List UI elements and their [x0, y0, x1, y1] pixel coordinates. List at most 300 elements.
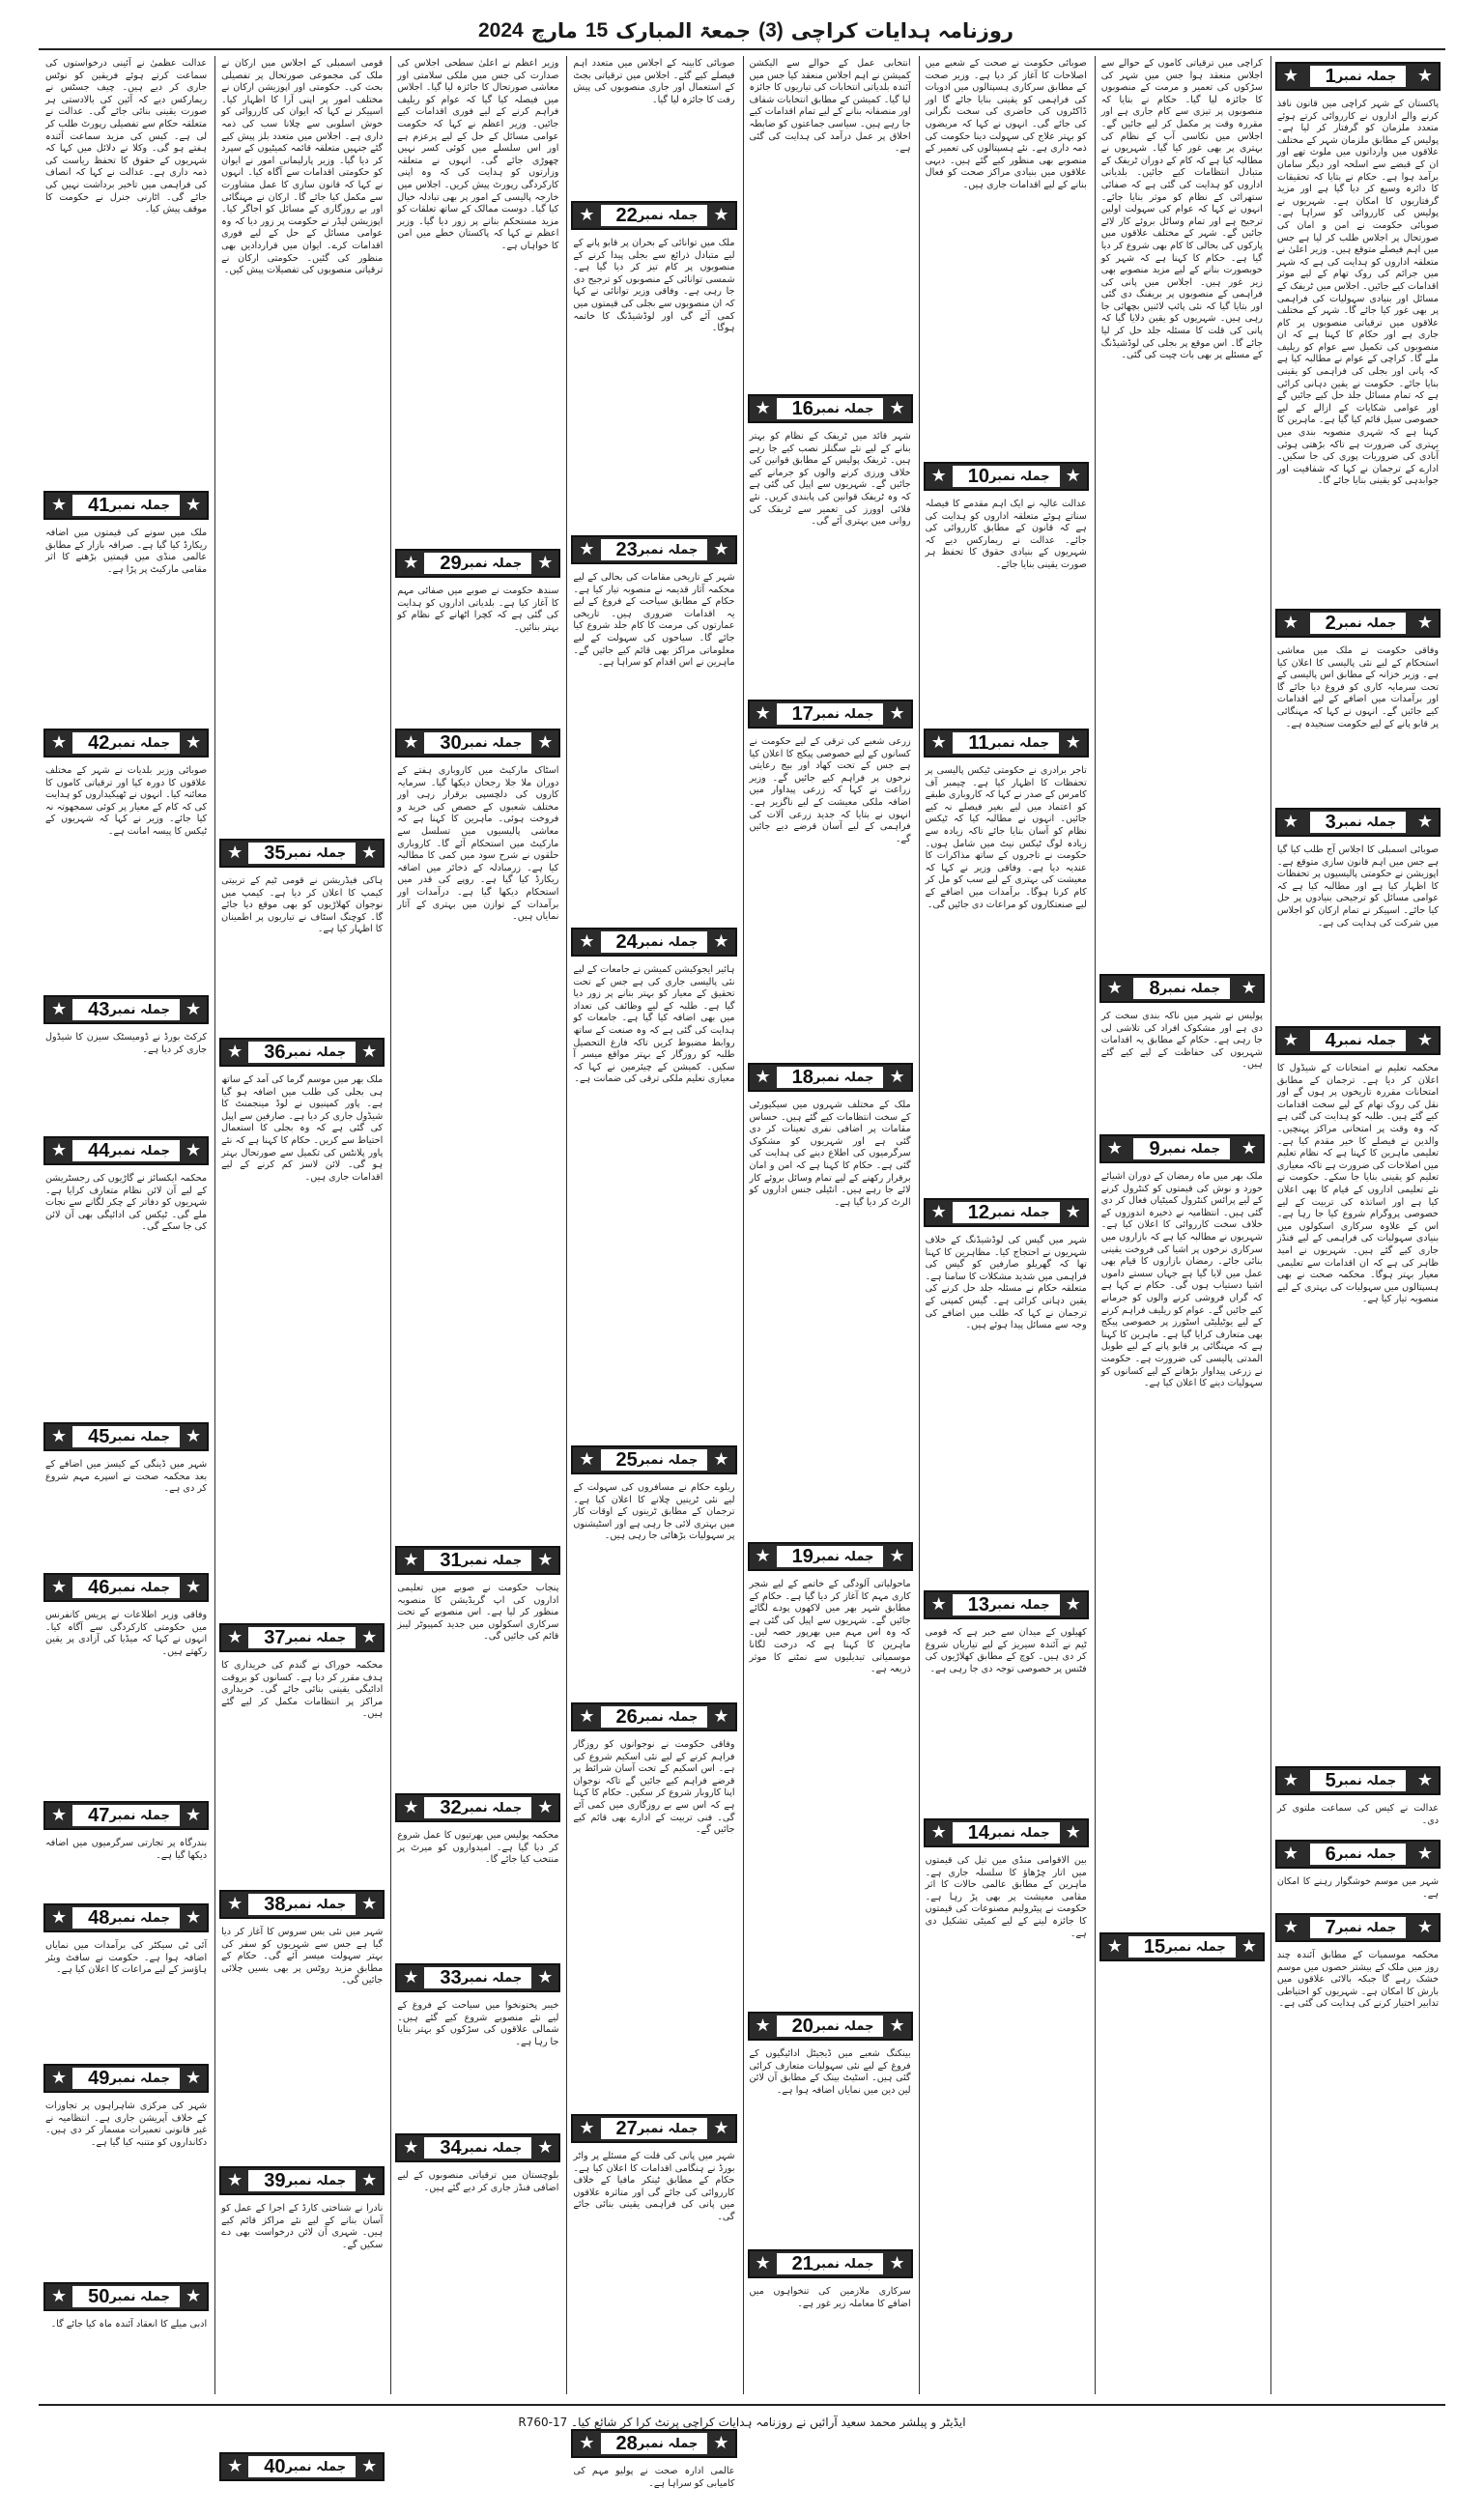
star-icon: ★ [1065, 732, 1081, 753]
star-icon: ★ [51, 1907, 68, 1928]
badge-number: 48 [88, 1906, 110, 1929]
star-icon: ★ [1065, 1202, 1081, 1222]
star-icon: ★ [1106, 1138, 1123, 1158]
badge-label [72, 2286, 180, 2307]
badge-label [424, 732, 531, 754]
badge-word: جملہ نمبر [461, 2140, 523, 2156]
item-number-badge [748, 394, 913, 423]
badge-label [601, 539, 708, 560]
article-text: بندرگاہ پر تجارتی سرگرمیوں میں اضافہ دیکھا گیا ہے۔ [45, 1838, 208, 1861]
item-number-badge [1275, 808, 1441, 837]
item-number-badge [219, 1038, 385, 1067]
article-text: نادرا نے شناختی کارڈ کے اجرا کے عمل کو آسان بنانے کے لیے نئے مراکز قائم کیے ہیں۔ شہری آن لائن درخواست بھی دے سکیں گے۔ [221, 2203, 384, 2250]
item-number-badge [219, 1890, 385, 1919]
badge-label [248, 2456, 356, 2477]
star-icon: ★ [930, 1822, 947, 1843]
star-icon: ★ [227, 1894, 243, 1914]
badge-number: 24 [615, 930, 638, 953]
item-number-badge [395, 2133, 560, 2162]
star-icon: ★ [185, 1577, 202, 1597]
badge-word: جملہ نمبر [1335, 69, 1397, 84]
star-icon: ★ [361, 2456, 378, 2476]
badge-word: جملہ نمبر [988, 735, 1050, 751]
badge-label [777, 2016, 884, 2037]
badge-word: جملہ نمبر [1335, 815, 1397, 830]
item-number-badge [395, 549, 560, 578]
item-number-badge [748, 1063, 913, 1092]
badge-word: جملہ نمبر [285, 2173, 347, 2188]
star-icon: ★ [930, 1594, 947, 1615]
badge-number: 30 [440, 731, 462, 754]
star-icon: ★ [1282, 812, 1299, 832]
article-text: محکمہ پولیس میں بھرتیوں کا عمل شروع کر دیا گیا ہے۔ امیدواروں کو میرٹ پر منتخب کیا جائے گا۔ [397, 1830, 559, 1866]
article-text: خیبر پختونخوا میں سیاحت کے فروغ کے لیے نئے منصوبے شروع کیے گئے ہیں۔ شمالی علاقوں کی سڑکوں کو بہتر بنایا جا رہا ہے۔ [397, 2000, 559, 2047]
badge-number: 6 [1325, 1843, 1336, 1865]
badge-label [424, 553, 531, 574]
article-text: صوبائی وزیر بلدیات نے شہر کے مختلف علاقوں کا دورہ کیا اور ترقیاتی کاموں کا معائنہ کیا۔ انہوں نے ٹھیکیداروں کو ہدایت کی کہ کام کے معیار پر کوئی سمجھوتہ نہ کیا جائے۔ وزیر نے کہا کہ شہریوں کے ٹیکس کا پیسہ امانت ہے۔ [45, 765, 208, 837]
badge-number: 43 [88, 998, 110, 1020]
badge-word: جملہ نمبر [637, 1709, 699, 1725]
badge-label [953, 1822, 1060, 1844]
article-text: وفاقی وزیر اطلاعات نے پریس کانفرنس میں حکومتی کارکردگی سے آگاہ کیا۔ انہوں نے کہا کہ میڈیا کی آزادی پر یقین رکھتے ہیں۔ [45, 1610, 208, 1657]
star-icon: ★ [889, 1067, 905, 1087]
badge-word: جملہ نمبر [461, 1800, 523, 1816]
column-2 [1095, 56, 1269, 2394]
article-text: ملک میں سونے کی قیمتوں میں اضافہ ریکارڈ کیا گیا ہے۔ صرافہ بازار کے مطابق عالمی منڈی میں قیمتیں بڑھنے کا اثر مقامی مارکیٹ پر پڑا ہے۔ [45, 528, 208, 575]
badge-number: 27 [615, 2117, 638, 2139]
badge-word: جملہ نمبر [285, 845, 347, 861]
star-icon: ★ [1282, 1770, 1299, 1790]
badge-word: جملہ نمبر [1335, 1846, 1397, 1862]
article-text: بینکنگ شعبے میں ڈیجیٹل ادائیگیوں کے فروغ کے لیے نئی سہولیات متعارف کرائی گئی ہیں۔ اسٹیٹ بینک کے مطابق آن لائن لین دین میں نمایاں اضافہ ہوا ہے۔ [749, 2048, 911, 2096]
badge-word: جملہ نمبر [637, 2121, 699, 2136]
badge-label [72, 495, 180, 516]
star-icon: ★ [930, 466, 947, 486]
article-text: محکمہ موسمیات کے مطابق آئندہ چند روز میں ملک کے بیشتر حصوں میں موسم خشک رہے گا جبکہ بالائی علاقوں میں بارش کا امکان ہے۔ شہریوں کو احتیاطی تدابیر اختیار کرنے کی ہدایت کی گئی ہے۔ [1276, 1950, 1439, 2010]
star-icon: ★ [403, 1797, 419, 1817]
date-year: 2024 [477, 19, 524, 42]
item-number-badge [924, 462, 1089, 491]
badge-label [953, 1202, 1060, 1223]
article-text: ملک بھر میں ماہ رمضان کے دوران اشیائے خورد و نوش کی قیمتوں کو کنٹرول کرنے کے لیے پرائس کنٹرول کمیٹیاں فعال کر دی گئی ہیں۔ انتظامیہ نے ذخیرہ اندوزوں کے خلاف سخت کارروائی کا اعلان کیا ہے۔ شہریوں نے مطالبہ کیا ہے کہ بازاروں میں سرکاری نرخوں پر اشیا کی فروخت یقینی بنائی جائے۔ رمضان بازاروں کا قیام بھی عمل میں لایا گیا ہے جہاں سستے داموں اشیا دستیاب ہوں گی۔ حکام نے کہا ہے کہ گراں فروشی کرنے والوں کو جرمانے کیے جائیں گے۔ عوام کو ریلیف فراہم کرنے کے لیے یوٹیلیٹی اسٹورز پر خصوصی پیکج بھی متعارف کرایا گیا ہے۔ ماہرین کا کہنا ہے کہ مہنگائی پر قابو پانے کے لیے طویل المدتی پالیسی کی ضرورت ہے۔ حکومت نے زرعی پیداوار بڑھانے کے لیے کسانوں کو سہولیات دینے کا اعلان کیا ہے۔ [1100, 1171, 1263, 1389]
article-text: کراچی میں ترقیاتی کاموں کے حوالے سے اجلاس منعقد ہوا جس میں شہر کی سڑکوں کی تعمیر و مرمت کے منصوبوں کا جائزہ لیا گیا۔ حکام نے بتایا کہ منصوبوں پر تیزی سے کام جاری ہے اور مقررہ وقت پر مکمل کر لیے جائیں گے۔ اجلاس میں نکاسی آب کے نظام کی بہتری پر بھی غور کیا گیا۔ شہریوں نے مطالبہ کیا ہے کہ کام کے دوران ٹریفک کے متبادل انتظامات کیے جائیں۔ بلدیاتی اداروں کو ہدایت کی گئی ہے کہ صفائی ستھرائی کے نظام کو موثر بنایا جائے۔ انہوں نے کہا کہ عوام کی سہولت اولین ترجیح ہے اور تمام وسائل بروئے کار لائے جائیں گے۔ شہر کے مختلف علاقوں میں پارکوں کی بحالی کا کام بھی شروع کر دیا گیا ہے۔ حکام کا کہنا ہے کہ شہر کو خوبصورت بنانے کے لیے مزید منصوبے بھی زیر غور ہیں۔ اجلاس میں پانی کی فراہمی کے منصوبوں پر بریفنگ دی گئی اور بتایا گیا کہ نئی پائپ لائنیں بچھائی جا رہی ہیں۔ شہریوں کو یقین دلایا گیا کہ پانی کی قلت کا مسئلہ جلد حل کر لیا جائے گا۔ اس موقع پر بجلی کی لوڈشیڈنگ کے مسئلے پر بھی بات چیت کی گئی۔ [1100, 58, 1263, 361]
star-icon: ★ [755, 398, 771, 418]
star-icon: ★ [1065, 1822, 1081, 1843]
article-text: سرکاری ملازمین کی تنخواہوں میں اضافے کا معاملہ زیر غور ہے۔ [749, 2286, 911, 2309]
badge-label [1310, 66, 1407, 87]
article-text: ملک میں توانائی کے بحران پر قابو پانے کے لیے متبادل ذرائع سے بجلی پیدا کرنے کے منصوبوں پر کام تیز کر دیا گیا ہے۔ شمسی توانائی کے منصوبوں کو ترجیح دی جا رہی ہے۔ وفاقی وزیر توانائی نے کہا کہ ان منصوبوں سے بجلی کی قیمتوں میں کمی آئے گی اور لوڈشیڈنگ کا خاتمہ ہوگا۔ [573, 238, 735, 334]
star-icon: ★ [579, 1449, 595, 1470]
column-7 [214, 56, 388, 2477]
badge-number: 36 [264, 1041, 286, 1063]
star-icon: ★ [579, 2118, 595, 2138]
badge-number: 11 [968, 731, 989, 754]
article-text: انتخابی عمل کے حوالے سے الیکشن کمیشن نے اہم اجلاس منعقد کیا جس میں آئندہ بلدیاتی انتخابات کی تیاریوں کا جائزہ لیا گیا۔ کمیشن کے مطابق انتخابات شفاف اور منصفانہ بنانے کے لیے تمام اقدامات کیے جا رہے ہیں۔ سیاسی جماعتوں کو ضابطہ اخلاق پر عمل درآمد کی ہدایت کی گئی ہے۔ [749, 58, 911, 155]
badge-label [248, 1894, 356, 1915]
badge-word: جملہ نمبر [109, 1910, 170, 1926]
imprint-text: ایڈیٹر و پبلشر محمد سعید آرائیں نے روزنامہ ہدایات کراچی پرنٹ کرا کر شائع کیا۔ R760-17 [518, 2416, 966, 2429]
star-icon: ★ [51, 1805, 68, 1825]
badge-word: جملہ نمبر [285, 1630, 347, 1645]
article-text: بلوچستان میں ترقیاتی منصوبوں کے لیے اضافی فنڈز جاری کر دیے گئے ہیں۔ [397, 2170, 559, 2193]
star-icon: ★ [713, 931, 729, 952]
star-icon: ★ [755, 703, 771, 724]
badge-number: 17 [791, 702, 813, 725]
item-number-badge [219, 2166, 385, 2195]
badge-word: جملہ نمبر [989, 1597, 1050, 1613]
article-text: اسٹاک مارکیٹ میں کاروباری ہفتے کے دوران ملا جلا رجحان دیکھا گیا۔ سرمایہ کاروں کی دلچسپی برقرار رہی اور مختلف شعبوں کے حصص کی خرید و فروخت ہوئی۔ ماہرین کا کہنا ہے کہ معاشی پالیسیوں میں تسلسل سے مارکیٹ میں استحکام آئے گا۔ کاروباری حلقوں نے شرح سود میں کمی کا مطالبہ کیا ہے۔ زرمبادلہ کے ذخائر میں اضافہ ریکارڈ کیا گیا ہے۔ روپے کی قدر میں استحکام دیکھا گیا ہے۔ درآمدات اور برآمدات کے توازن میں بہتری کے آثار نمایاں ہیں۔ [397, 765, 559, 923]
badge-label [777, 1067, 884, 1088]
item-number-badge [1275, 1766, 1441, 1795]
badge-number: 47 [88, 1804, 110, 1826]
article-text: صوبائی اسمبلی کا اجلاس آج طلب کیا گیا ہے جس میں اہم قانون سازی متوقع ہے۔ اپوزیشن نے حکومتی پالیسیوں پر تحفظات کا اظہار کیا ہے اور مطالبہ کیا ہے کہ عوامی مسائل کو ترجیحی بنیادوں پر حل کیا جائے۔ اسپیکر نے تمام ارکان کو اجلاس میں شرکت کی ہدایت کی ہے۔ [1276, 844, 1439, 929]
star-icon: ★ [889, 398, 905, 418]
star-icon: ★ [713, 2433, 729, 2453]
badge-label [777, 398, 884, 419]
badge-label [424, 1550, 531, 1571]
item-number-badge [43, 1903, 209, 1932]
item-number-badge [571, 928, 736, 957]
weekday: جمعۃ المبارک [615, 19, 752, 43]
star-icon: ★ [185, 1907, 202, 1928]
item-number-badge [43, 1136, 209, 1165]
star-icon: ★ [1282, 66, 1299, 86]
star-icon: ★ [889, 2253, 905, 2273]
item-number-badge [1275, 1913, 1441, 1942]
column-5 [566, 56, 740, 2489]
item-number-badge [924, 729, 1089, 758]
article-text: وفاقی حکومت نے ملک میں معاشی استحکام کے لیے نئی پالیسی کا اعلان کیا ہے۔ وزیر خزانہ کے مطابق اس پالیسی کے تحت سرمایہ کاری کو فروغ دیا جائے گا اور برآمدات میں اضافے کے لیے اقدامات کیے جائیں گے۔ انہوں نے کہا کہ مہنگائی پر قابو پانے کے لیے حکومت سنجیدہ ہے۔ [1276, 645, 1439, 729]
badge-word: جملہ نمبر [813, 1549, 874, 1564]
star-icon: ★ [51, 1577, 68, 1597]
star-icon: ★ [185, 495, 202, 515]
star-icon: ★ [1416, 1917, 1433, 1937]
badge-number: 31 [440, 1549, 462, 1571]
badge-number: 19 [791, 1545, 813, 1567]
badge-label [1310, 1917, 1407, 1938]
star-icon: ★ [51, 1140, 68, 1160]
badge-word: جملہ نمبر [109, 2289, 170, 2304]
badge-label [953, 1594, 1060, 1615]
badge-number: 25 [615, 1448, 638, 1471]
item-number-badge [748, 700, 913, 729]
star-icon: ★ [185, 1805, 202, 1825]
badge-number: 14 [967, 1821, 990, 1844]
badge-word: جملہ نمبر [989, 1205, 1050, 1220]
badge-word: جملہ نمبر [109, 1808, 170, 1823]
item-number-badge [219, 839, 385, 868]
badge-number: 35 [264, 842, 286, 864]
badge-label [248, 843, 356, 864]
star-icon: ★ [930, 732, 947, 753]
star-icon: ★ [1065, 466, 1081, 486]
article-text: ہاکی فیڈریشن نے قومی ٹیم کے تربیتی کیمپ کا اعلان کر دیا ہے۔ کیمپ میں نوجوان کھلاڑیوں کو بھی موقع دیا جائے گا۔ کوچنگ اسٹاف نے تیاریوں پر اطمینان کا اظہار کیا ہے۔ [221, 875, 384, 935]
article-text: محکمہ ایکسائز نے گاڑیوں کی رجسٹریشن کے لیے آن لائن نظام متعارف کرایا ہے۔ شہریوں کو دفاتر کے چکر لگانے سے نجات ملے گی۔ ٹیکس کی ادائیگی بھی آن لائن کی جا سکے گی۔ [45, 1173, 208, 1233]
star-icon: ★ [1282, 613, 1299, 633]
star-icon: ★ [713, 539, 729, 559]
article-text: شہر میں پانی کی قلت کے مسئلے پر واٹر بورڈ نے ہنگامی اقدامات کا اعلان کیا ہے۔ حکام کے مطابق ٹینکر مافیا کے خلاف کارروائی کی جائے گی اور متاثرہ علاقوں میں پانی کی فراہمی یقینی بنائی جائے گی۔ [573, 2151, 735, 2222]
article-text: شہر میں گیس کی لوڈشیڈنگ کے خلاف شہریوں نے احتجاج کیا۔ مظاہرین کا کہنا تھا کہ گھریلو صارفین کو گیس کی فراہمی میں شدید مشکلات کا سامنا ہے۔ متعلقہ حکام نے مسئلہ جلد حل کرنے کی یقین دہانی کرائی ہے۔ گیس کمپنی کے ترجمان نے کہا کہ طلب میں اضافے کی وجہ سے مسائل پیدا ہوئے ہیں۔ [925, 1235, 1087, 1331]
item-number-badge [1275, 609, 1441, 638]
article-text: پولیس نے شہر میں ناکہ بندی سخت کر دی ہے اور مشکوک افراد کی تلاشی لی جا رہی ہے۔ حکام کے مطابق یہ اقدامات شہریوں کی حفاظت کے لیے کیے گئے ہیں۔ [1100, 1011, 1263, 1071]
article-text: محکمہ خوراک نے گندم کی خریداری کا ہدف مقرر کر دیا ہے۔ کسانوں کو بروقت ادائیگی یقینی بنائی جائے گی۔ خریداری مراکز پر انتظامات مکمل کر لیے گئے ہیں۔ [221, 1660, 384, 1720]
article-text: شہر کے تاریخی مقامات کی بحالی کے لیے محکمہ آثار قدیمہ نے منصوبہ تیار کیا ہے۔ حکام کے مطابق سیاحت کے فروغ کے لیے یہ اقدامات ضروری ہیں۔ تاریخی عمارتوں کی مرمت کا کام جلد شروع کیا جائے گا۔ سیاحوں کی سہولت کے لیے معلوماتی مراکز بھی قائم کیے جائیں گے۔ ماہرین نے اس اقدام کو سراہا ہے۔ [573, 572, 735, 669]
article-text: ریلوے حکام نے مسافروں کی سہولت کے لیے نئی ٹرینیں چلانے کا اعلان کیا ہے۔ ترجمان کے مطابق ٹرینوں کے اوقات کار میں بہتری لائی جا رہی ہے اور اسٹیشنوں پر سہولیات بڑھائی جا رہی ہیں۔ [573, 1482, 735, 1542]
article-text: ہائیر ایجوکیشن کمیشن نے جامعات کے لیے نئی پالیسی جاری کی ہے جس کے تحت تحقیق کے معیار کو بہتر بنانے پر زور دیا گیا ہے۔ طلبہ کے لیے وظائف کی تعداد میں بھی اضافہ کیا گیا ہے۔ جامعات کو ہدایت کی گئی ہے کہ وہ صنعت کے ساتھ روابط مضبوط کریں تاکہ فارغ التحصیل طلبہ کو روزگار کے بہتر مواقع میسر آ سکیں۔ کمیشن کے چیئرمین نے کہا کہ معیاری تعلیم ملکی ترقی کی ضمانت ہے۔ [573, 964, 735, 1085]
item-number-badge [43, 491, 209, 520]
star-icon: ★ [1282, 1030, 1299, 1050]
badge-word: جملہ نمبر [1165, 1939, 1226, 1955]
item-number-badge [43, 1573, 209, 1602]
article-text: ادبی میلے کا انعقاد آئندہ ماہ کیا جائے گا۔ [50, 2319, 208, 2330]
item-number-badge [395, 729, 560, 758]
star-icon: ★ [1241, 1138, 1257, 1158]
badge-label [601, 931, 708, 953]
badge-word: جملہ نمبر [637, 208, 699, 223]
item-number-badge [43, 729, 209, 758]
badge-word: جملہ نمبر [285, 1044, 347, 1060]
star-icon: ★ [1416, 1770, 1433, 1790]
badge-number: 42 [88, 731, 110, 754]
badge-label [1310, 1770, 1407, 1791]
star-icon: ★ [579, 2433, 595, 2453]
badge-number: 45 [88, 1425, 110, 1447]
article-text: وزیر اعظم نے اعلیٰ سطحی اجلاس کی صدارت کی جس میں ملکی سلامتی اور معاشی صورتحال کا جائزہ لیا گیا۔ اجلاس میں فیصلہ کیا گیا کہ عوام کو ریلیف فراہم کرنے کے لیے فوری اقدامات کیے جائیں۔ وزیر اعظم نے کہا کہ حکومت عوامی مسائل کے حل کے لیے پرعزم ہے اور اس سلسلے میں کوئی کسر نہیں چھوڑی جائے گی۔ انہوں نے متعلقہ وزارتوں کو ہدایت کی کہ وہ اپنی کارکردگی رپورٹ پیش کریں۔ اجلاس میں خارجہ پالیسی کے امور پر بھی تبادلہ خیال کیا گیا۔ دوست ممالک کے ساتھ تعلقات کو مزید مستحکم بنانے پر زور دیا گیا۔ وزیر اعظم نے کہا کہ پاکستان خطے میں امن کا خواہاں ہے۔ [397, 58, 559, 251]
star-icon: ★ [713, 205, 729, 225]
star-icon: ★ [889, 1546, 905, 1566]
badge-label [1310, 1844, 1407, 1865]
badge-label [1310, 812, 1407, 833]
star-icon: ★ [185, 1140, 202, 1160]
badge-number: 13 [967, 1593, 990, 1615]
badge-word: جملہ نمبر [813, 2018, 874, 2034]
article-text: صوبائی کابینہ کے اجلاس میں متعدد اہم فیصلے کیے گئے۔ اجلاس میں ترقیاتی بجٹ کے استعمال اور جاری منصوبوں کی پیش رفت کا جائزہ لیا گیا۔ [573, 58, 735, 105]
badge-number: 50 [88, 2285, 110, 2307]
star-icon: ★ [755, 2016, 771, 2036]
star-icon: ★ [755, 1067, 771, 1087]
item-number-badge [395, 1963, 560, 1992]
star-icon: ★ [1416, 66, 1433, 86]
item-number-badge [924, 1198, 1089, 1227]
star-icon: ★ [755, 2253, 771, 2273]
item-number-badge [43, 2064, 209, 2093]
star-icon: ★ [51, 1426, 68, 1446]
item-number-badge [571, 201, 736, 230]
badge-number: 26 [615, 1705, 638, 1728]
article-text: شہر میں موسم خوشگوار رہنے کا امکان ہے۔ [1276, 1876, 1439, 1900]
star-icon: ★ [755, 1546, 771, 1566]
badge-word: جملہ نمبر [1335, 1920, 1397, 1935]
article-text: ملک کے مختلف شہروں میں سیکیورٹی کے سخت انتظامات کیے گئے ہیں۔ حساس مقامات پر اضافی نفری تعینات کر دی گئی ہے اور شہریوں کو مشکوک سرگرمیوں کی اطلاع دینے کی ہدایت کی گئی ہے۔ حکام کا کہنا ہے کہ امن و امان برقرار رکھنے کے لیے تمام وسائل بروئے کار لائے جا رہے ہیں۔ انٹیلی جنس اداروں کو الرٹ کر دیا گیا ہے۔ [749, 1100, 911, 1208]
badge-label [777, 2253, 884, 2274]
badge-number: 4 [1325, 1029, 1336, 1051]
badge-word: جملہ نمبر [813, 1070, 874, 1085]
star-icon: ★ [579, 539, 595, 559]
star-icon: ★ [579, 1706, 595, 1727]
article-text: محکمہ تعلیم نے امتحانات کے شیڈول کا اعلان کر دیا ہے۔ ترجمان کے مطابق امتحانات مقررہ تاریخوں پر ہوں گے اور نقل کی روک تھام کے لیے سخت اقدامات کیے گئے ہیں۔ طلبہ کو ہدایت کی گئی ہے کہ وہ وقت پر امتحانی مراکز پہنچیں۔ والدین نے فیصلے کا خیر مقدم کیا ہے۔ تعلیمی ماہرین کا کہنا ہے کہ نظام تعلیم میں اصلاحات کی ضرورت ہے تاکہ معیاری تعلیم کو یقینی بنایا جا سکے۔ حکومت نے نئے تعلیمی اداروں کے قیام کا بھی اعلان کیا ہے اور اساتذہ کی تربیت کے لیے خصوصی پروگرام شروع کیا جا رہا ہے۔ اس کے علاوہ سرکاری اسکولوں میں بنیادی سہولیات کی فراہمی کے لیے فنڈز جاری کیے گئے ہیں۔ شہریوں نے امید ظاہر کی ہے کہ ان اقدامات سے تعلیمی معیار بہتر ہوگا۔ محکمہ صحت نے بھی ہسپتالوں میں سہولیات کی بہتری کے لیے منصوبہ تیار کیا ہے۔ [1276, 1063, 1439, 1305]
badge-word: جملہ نمبر [1335, 615, 1397, 631]
star-icon: ★ [1416, 812, 1433, 832]
page-number: (3) [758, 19, 784, 42]
badge-label [72, 999, 180, 1020]
badge-word: جملہ نمبر [109, 498, 170, 513]
badge-number: 5 [1325, 1769, 1336, 1791]
badge-number: 28 [615, 2432, 638, 2454]
item-number-badge [1275, 1026, 1441, 1055]
star-icon: ★ [579, 205, 595, 225]
date-month: مارچ [530, 19, 578, 43]
badge-label [953, 732, 1059, 754]
badge-number: 32 [440, 1796, 462, 1818]
item-number-badge [571, 1445, 736, 1474]
star-icon: ★ [579, 931, 595, 952]
star-icon: ★ [403, 732, 419, 753]
star-icon: ★ [1241, 1936, 1257, 1957]
article-text: قومی اسمبلی کے اجلاس میں ارکان نے ملک کی مجموعی صورتحال پر تفصیلی بحث کی۔ حکومتی اور اپوزیشن ارکان نے مختلف امور پر اپنی آرا کا اظہار کیا۔ اسپیکر نے کہا کہ ایوان کی کارروائی کو خوش اسلوبی سے چلانا سب کی ذمہ داری ہے۔ اجلاس میں متعدد بلز پیش کیے گئے جنہیں متعلقہ قائمہ کمیٹیوں کے سپرد کر دیا گیا۔ وزیر پارلیمانی امور نے ایوان کو حکومتی اقدامات سے آگاہ کیا۔ انہوں نے کہا کہ قانون سازی کا عمل مشاورت سے مکمل کیا جائے گا۔ ارکان نے مہنگائی اور بے روزگاری کے مسائل کو اجاگر کیا۔ اپوزیشن لیڈر نے حکومت پر زور دیا کہ وہ عوامی مسائل کے حل کے لیے فوری اقدامات کرے۔ ایوان میں قراردادیں بھی منظور کی گئیں۔ حکومتی ارکان نے ترقیاتی منصوبوں کی تفصیلات پیش کیں۔ [221, 58, 384, 276]
star-icon: ★ [185, 2068, 202, 2088]
star-icon: ★ [51, 2286, 68, 2306]
article-text: سندھ حکومت نے صوبے میں صفائی مہم کا آغاز کیا ہے۔ بلدیاتی اداروں کو ہدایت کی گئی ہے کہ کچرا اٹھانے کے نظام کو بہتر بنائیں۔ [397, 586, 559, 633]
star-icon: ★ [51, 999, 68, 1019]
star-icon: ★ [227, 1042, 243, 1062]
star-icon: ★ [403, 2137, 419, 2158]
star-icon: ★ [1416, 1030, 1433, 1050]
imprint-footer [39, 2404, 1445, 2454]
item-number-badge [1099, 1932, 1265, 1961]
article-text: عالمی ادارہ صحت نے پولیو مہم کی کامیابی کو سراہا ہے۔ [573, 2466, 735, 2489]
badge-label [72, 732, 180, 754]
badge-label [72, 1140, 180, 1161]
star-icon: ★ [537, 1550, 554, 1570]
item-number-badge [219, 1623, 385, 1652]
item-number-badge [748, 2249, 913, 2278]
article-text: تاجر برادری نے حکومتی ٹیکس پالیسی پر تحفظات کا اظہار کیا ہے۔ چیمبر آف کامرس کے صدر نے کہا کہ کاروباری طبقے کو اعتماد میں لیے بغیر فیصلے نہ کیے جائیں۔ انہوں نے مطالبہ کیا کہ ٹیکس نظام کو آسان بنایا جائے تاکہ زیادہ سے زیادہ لوگ ٹیکس نیٹ میں شامل ہوں۔ حکومت نے تاجروں کے ساتھ مذاکرات کا عندیہ دیا ہے۔ وفاقی وزیر نے کہا کہ معیشت کی بہتری کے لیے سب کو مل کر کام کرنا ہوگا۔ برآمدات میں اضافے کے لیے صنعتکاروں کو مراعات دی جائیں گی۔ [925, 765, 1087, 910]
article-text: شہر میں نئی بس سروس کا آغاز کر دیا گیا ہے جس سے شہریوں کو سفر کی بہتر سہولت میسر آئے گی۔ حکام کے مطابق مزید روٹس پر بھی بسیں چلائی جائیں گی۔ [221, 1927, 384, 1987]
article-text: عدالت عظمیٰ نے آئینی درخواستوں کی سماعت کرتے ہوئے فریقین کو نوٹس جاری کر دیے ہیں۔ چیف جسٹس نے ریمارکس دیے کہ آئین کی بالادستی ہر صورت یقینی بنائی جائے گی۔ عدالت نے متعلقہ حکام سے تفصیلی رپورٹ طلب کر لی ہے۔ کیس کی مزید سماعت آئندہ ہفتے ہو گی۔ وکلا نے دلائل میں کہا کہ شہریوں کے حقوق کا تحفظ ریاست کی ذمہ داری ہے۔ عدالت نے کہا کہ انصاف کی فراہمی میں تاخیر برداشت نہیں کی جائے گی۔ اٹارنی جنرل نے حکومت کا موقف پیش کیا۔ [45, 58, 208, 215]
star-icon: ★ [889, 703, 905, 724]
badge-number: 8 [1149, 977, 1160, 999]
badge-word: جملہ نمبر [1159, 1141, 1221, 1157]
masthead [39, 14, 1445, 50]
star-icon: ★ [403, 553, 419, 573]
star-icon: ★ [51, 2068, 68, 2088]
badge-label [72, 1577, 180, 1598]
badge-number: 46 [88, 1576, 110, 1598]
item-number-badge [1099, 1134, 1265, 1163]
article-text: ماحولیاتی آلودگی کے خاتمے کے لیے شجر کاری مہم کا آغاز کر دیا گیا ہے۔ حکام کے مطابق شہر بھر میں لاکھوں پودے لگائے جائیں گے۔ شہریوں سے اپیل کی گئی ہے کہ وہ اس مہم میں بھرپور حصہ لیں۔ ماہرین کا کہنا ہے کہ درخت لگانا موسمیاتی تبدیلیوں سے نمٹنے کا موثر ذریعہ ہے۔ [749, 1579, 911, 1675]
item-number-badge [1275, 62, 1441, 91]
badge-label [1310, 1030, 1407, 1051]
item-number-badge [924, 1590, 1089, 1619]
badge-number: 16 [791, 397, 813, 419]
badge-number: 23 [615, 538, 638, 560]
badge-label [424, 2137, 531, 2159]
star-icon: ★ [185, 999, 202, 1019]
article-text: پاکستان کے شہر کراچی میں قانون نافذ کرنے والے اداروں نے کارروائی کرتے ہوئے متعدد ملزمان کو گرفتار کر لیا ہے۔ پولیس کے مطابق ملزمان شہر کے مختلف علاقوں میں وارداتوں میں ملوث تھے اور ان کے قبضے سے اسلحہ اور دیگر سامان برآمد ہوا ہے۔ حکام نے بتایا کہ تحقیقات کا دائرہ وسیع کر دیا گیا ہے اور مزید گرفتاریوں کا امکان ہے۔ شہریوں نے پولیس کی کارروائی کو سراہا ہے۔ صوبائی حکومت نے امن و امان کی صورتحال پر اجلاس طلب کر لیا ہے جس میں اہم فیصلے متوقع ہیں۔ وزیر اعلیٰ نے متعلقہ اداروں کو ہدایت کی ہے کہ شہر میں جرائم کی روک تھام کے لیے موثر اقدامات کیے جائیں۔ اجلاس میں ٹریفک کے مسائل اور بنیادی سہولیات کی فراہمی پر بھی غور کیا جائے گا۔ شہر کے مختلف علاقوں میں ترقیاتی منصوبوں پر کام جاری ہے اور حکام کا کہنا ہے کہ ان منصوبوں کی تکمیل سے عوام کو ریلیف ملے گا۔ کراچی کے عوام نے مطالبہ کیا ہے کہ پانی اور بجلی کی فراہمی کو یقینی بنایا جائے۔ حکومت نے یقین دہانی کرائی ہے کہ تمام مسائل جلد حل کیے جائیں گے اور عوامی شکایات کے ازالے کے لیے خصوصی سیل قائم کیا گیا ہے۔ ماہرین کا کہنا ہے کہ شہری منصوبہ بندی میں بہتری کی ضرورت ہے تاکہ بڑھتی ہوئی آبادی کی ضروریات پوری کی جا سکیں۔ ادارے کے ترجمان نے کہا کہ شفافیت اور جوابدہی کو یقینی بنایا جائے گا۔ [1276, 99, 1439, 487]
badge-label [1133, 978, 1230, 999]
badge-label [601, 205, 708, 226]
item-number-badge [43, 995, 209, 1024]
badge-number: 18 [791, 1066, 813, 1088]
badge-number: 37 [264, 1626, 286, 1648]
badge-word: جملہ نمبر [1335, 1773, 1397, 1788]
star-icon: ★ [537, 1967, 554, 1987]
badge-number: 34 [440, 2136, 462, 2159]
badge-label [72, 2068, 180, 2089]
badge-number: 7 [1325, 1916, 1336, 1938]
badge-word: جملہ نمبر [109, 1002, 170, 1017]
star-icon: ★ [930, 1202, 947, 1222]
star-icon: ★ [1416, 613, 1433, 633]
star-icon: ★ [1106, 1936, 1123, 1957]
item-number-badge [43, 2282, 209, 2311]
star-icon: ★ [227, 1627, 243, 1647]
star-icon: ★ [713, 1449, 729, 1470]
badge-word: جملہ نمبر [989, 1825, 1050, 1841]
item-number-badge [571, 2114, 736, 2143]
star-icon: ★ [713, 1706, 729, 1727]
badge-word: جملہ نمبر [285, 1897, 347, 1912]
badge-label [601, 2118, 708, 2139]
item-number-badge [395, 1793, 560, 1822]
star-icon: ★ [537, 1797, 554, 1817]
badge-number: 22 [615, 204, 638, 226]
article-text: زرعی شعبے کی ترقی کے لیے حکومت نے کسانوں کے لیے خصوصی پیکج کا اعلان کیا ہے جس کے تحت کھاد اور بیج رعایتی نرخوں پر فراہم کیے جائیں گے۔ وزیر زراعت نے کہا کہ زرعی پیداوار میں اضافہ ملکی معیشت کے لیے ناگزیر ہے۔ انہوں نے بتایا کہ جدید زرعی آلات کی فراہمی کے لیے آسان قرضے دیے جائیں گے۔ [749, 736, 911, 844]
star-icon: ★ [1282, 1917, 1299, 1937]
star-icon: ★ [889, 2016, 905, 2036]
star-icon: ★ [537, 2137, 554, 2158]
badge-label [424, 1797, 531, 1818]
star-icon: ★ [713, 2118, 729, 2138]
star-icon: ★ [361, 2170, 378, 2190]
badge-word: جملہ نمبر [461, 1553, 523, 1568]
item-number-badge [395, 1546, 560, 1575]
item-number-badge [924, 1818, 1089, 1847]
column-1 [1270, 56, 1444, 2394]
star-icon: ★ [361, 1042, 378, 1062]
article-text: ملک بھر میں موسم گرما کی آمد کے ساتھ ہی بجلی کی طلب میں اضافہ ہو گیا ہے۔ پاور کمپنیوں نے لوڈ مینجمنٹ کا شیڈول جاری کر دیا ہے۔ صارفین سے اپیل کی گئی ہے کہ وہ بجلی کا استعمال احتیاط سے کریں۔ حکام کا کہنا ہے کہ نئے پاور پلانٹس کی تکمیل سے صورتحال بہتر ہو گی۔ لائن لاسز کم کرنے کے لیے اقدامات جاری ہیں۔ [221, 1074, 384, 1183]
newspaper-page [39, 14, 1445, 2489]
star-icon: ★ [185, 732, 202, 753]
star-icon: ★ [1065, 1594, 1081, 1615]
article-text: بین الاقوامی منڈی میں تیل کی قیمتوں میں اتار چڑھاؤ کا سلسلہ جاری ہے۔ ماہرین کے مطابق عالمی حالات کا اثر مقامی معیشت پر بھی پڑ رہا ہے۔ حکومت نے پیٹرولیم مصنوعات کی قیمتوں کا جائزہ لینے کے لیے کمیٹی تشکیل دی ہے۔ [925, 1855, 1087, 1939]
item-number-badge [571, 1702, 736, 1731]
badge-number: 12 [967, 1201, 990, 1223]
badge-label [248, 1042, 356, 1063]
star-icon: ★ [361, 1627, 378, 1647]
badge-word: جملہ نمبر [813, 706, 874, 722]
badge-label [248, 1627, 356, 1648]
badge-word: جملہ نمبر [1159, 981, 1221, 996]
badge-label [424, 1967, 531, 1988]
star-icon: ★ [1416, 1844, 1433, 1864]
badge-label [248, 2170, 356, 2191]
badge-number: 39 [264, 2169, 286, 2191]
newspaper-name: روزنامہ ہدایات کراچی [790, 19, 1014, 43]
badge-word: جملہ نمبر [109, 1429, 170, 1444]
star-icon: ★ [1106, 978, 1123, 998]
column-4 [743, 56, 917, 2394]
badge-word: جملہ نمبر [285, 2459, 347, 2474]
badge-number: 20 [791, 2015, 813, 2037]
item-number-badge [748, 2012, 913, 2041]
article-text: کھیلوں کے میدان سے خبر ہے کہ قومی ٹیم نے آئندہ سیریز کے لیے تیاریاں شروع کر دی ہیں۔ کوچ کے مطابق کھلاڑیوں کی فٹنس پر خصوصی توجہ دی جا رہی ہے۔ [925, 1627, 1087, 1674]
badge-label [1133, 1138, 1230, 1159]
badge-number: 15 [1143, 1935, 1166, 1958]
badge-label [601, 1449, 708, 1471]
badge-number: 33 [440, 1966, 462, 1988]
item-number-badge [1099, 974, 1265, 1003]
